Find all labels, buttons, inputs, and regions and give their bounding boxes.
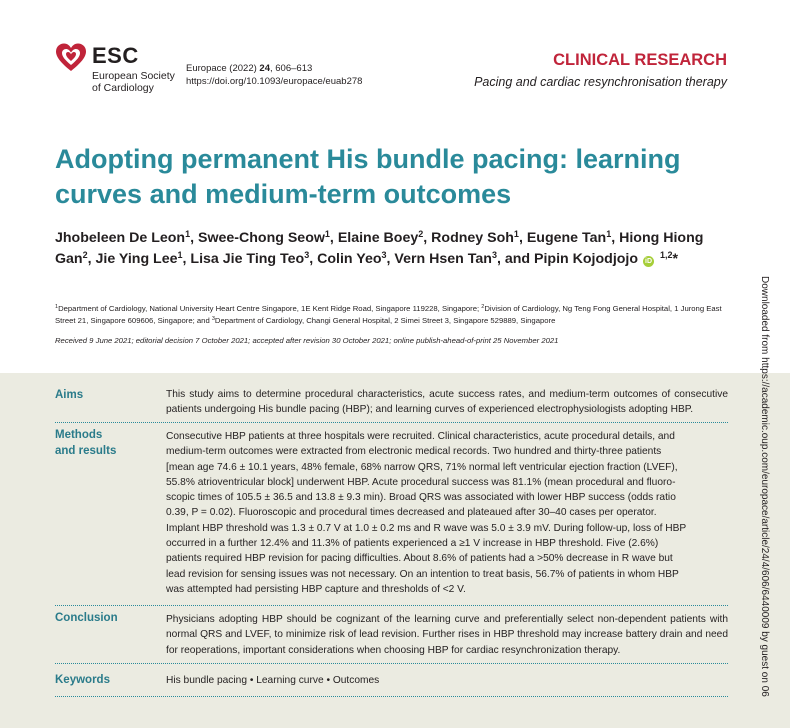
- methods-line: occurred in a further 12.4% and 11.3% of patients experienced a ≥1 V increase in HBP threshold. Five (2.6%): [166, 538, 659, 550]
- journal-citation: [186, 63, 312, 74]
- author-separator: ,: [309, 251, 318, 267]
- affiliation-number: 1: [55, 304, 59, 310]
- methods-line: lead revision for sensing issues was not necessary. On an intention to treat basis, 56.7% of patients in whom HBP: [166, 568, 679, 580]
- author-11[interactable]: [534, 251, 672, 267]
- author-affiliation: 2: [418, 229, 424, 239]
- download-text: Downloaded from https://academic.oup.com/europace/article/24/4/606/6440009 by guest on 06: [759, 276, 770, 697]
- author-name: Vern Hsen Tan: [394, 251, 492, 267]
- conclusion-text: Physicians adopting HBP should be cognizant of the learning curve and preferentially select non-dependent patients with normal QRS and LVEF, to minimize risk of lead revision. Further rises in HBP threshold may increase battery drain and need for reoperations, important considerations when choosing HBP for cardiac resynchronization therapy.: [166, 614, 728, 656]
- methods-line: medium-term outcomes were extracted from electronic medical records. Two hundred and thirty-three patients: [166, 446, 662, 458]
- author-affiliation: 1: [324, 229, 330, 239]
- author-affiliation: 1: [177, 250, 183, 260]
- methods-label-line1: Methods: [55, 429, 103, 441]
- author-separator: ,: [611, 230, 620, 246]
- affiliation-number: 3: [211, 316, 215, 322]
- author-affiliation: 3: [381, 250, 387, 260]
- methods-line: Implant HBP threshold was 1.3 ± 0.7 V at 1.0 ± 0.2 ms and R wave was 5.0 ± 3.9 mV. During follow-up, loss of HBP: [166, 522, 687, 534]
- methods-label-line2: and results: [55, 445, 117, 457]
- esc-heart-logo-icon: [55, 42, 87, 74]
- author-list: [55, 228, 735, 270]
- article-title: Adopting permanent His bundle pacing: learning curves and medium-term outcomes: [55, 144, 681, 209]
- author-9[interactable]: [317, 251, 386, 267]
- journal-header: [0, 0, 790, 110]
- author-separator: ,: [423, 230, 432, 246]
- author-separator: ,: [182, 251, 191, 267]
- keywords-label: Keywords: [55, 674, 110, 686]
- author-affiliation: 1,2: [659, 250, 673, 260]
- affiliation-text: Division of Cardiology, Ng Teng Fong General Hospital, 1 Jurong East Street 21, Singapore 609606, Singapore; and: [55, 304, 722, 325]
- author-1[interactable]: [55, 230, 190, 246]
- corresponding-author-mark: *: [672, 251, 678, 267]
- author-affiliation: 1: [185, 229, 191, 239]
- journal-name: Europace (2022): [186, 63, 260, 74]
- society-name-line1: European Society: [92, 70, 175, 82]
- section-tag: CLINICAL RESEARCH: [553, 51, 727, 69]
- article-dates: Received 9 June 2021; editorial decision 7 October 2021; accepted after revision 30 October 2021; online publish-ahead-of-print 25 November 2021: [55, 336, 559, 345]
- author-name: Jie Ying Lee: [95, 251, 178, 267]
- journal-volume: 24: [259, 63, 270, 74]
- affiliation-number: 2: [481, 304, 485, 310]
- author-separator: ,: [87, 251, 96, 267]
- journal-doi-link[interactable]: https://doi.org/10.1093/europace/euab278: [186, 76, 363, 87]
- author-name: Colin Yeo: [317, 251, 382, 267]
- journal-pages: , 606–613: [270, 63, 313, 74]
- methods-line: patients required HBP revision for pacing difficulties. About 8.6% of patients had a >50% decrease in R wave but: [166, 553, 673, 565]
- author-5[interactable]: [527, 230, 611, 246]
- author-affiliation: 2: [82, 250, 88, 260]
- society-name-line2: of Cardiology: [92, 82, 154, 94]
- affiliation-text: Department of Cardiology, National University Heart Centre Singapore, 1E Kent Ridge Road, Singapore 119228, Singapore;: [58, 304, 482, 313]
- author-separator: ,: [190, 230, 198, 246]
- methods-line: Consecutive HBP patients at three hospitals were recruited. Clinical characteristics, acute procedural details, and: [166, 431, 675, 442]
- author-10[interactable]: [394, 251, 497, 267]
- author-name: Rodney Soh: [431, 230, 514, 246]
- methods-line: was attempted had persisting HBP capture and thresholds of <2 V.: [166, 583, 466, 595]
- methods-line: 55.8% atrioventricular block] underwent HBP. Acute procedural success was 81.1% (mean procedural and fluoro-: [166, 476, 676, 488]
- keywords-text: His bundle pacing • Learning curve • Outcomes: [166, 675, 380, 686]
- author-separator: ,: [518, 230, 527, 246]
- structured-abstract: [0, 373, 790, 728]
- author-separator: ,: [386, 251, 395, 267]
- author-name: Swee-Chong Seow: [197, 230, 325, 246]
- author-2[interactable]: [198, 230, 330, 246]
- section-subtitle: Pacing and cardiac resynchronisation therapy: [474, 75, 727, 89]
- author-affiliation: 1: [513, 229, 519, 239]
- aims-label: Aims: [55, 389, 84, 401]
- author-4[interactable]: [431, 230, 519, 246]
- author-7[interactable]: [96, 251, 183, 267]
- methods-line: scopic times of 105.5 ± 36.5 and 13.8 ± 9.3 min). Broad QRS was associated with lower HBP success (odds ratio: [166, 492, 676, 504]
- author-affiliation: 3: [304, 250, 310, 260]
- author-3[interactable]: [338, 230, 423, 246]
- author-name: Eugene Tan: [526, 230, 607, 246]
- section-divider: [55, 663, 728, 664]
- section-divider: [55, 422, 728, 423]
- author-name: Elaine Boey: [337, 230, 419, 246]
- author-affiliation: 1: [606, 229, 612, 239]
- author-separator: ,: [329, 230, 338, 246]
- methods-line: [mean age 74.6 ± 10.1 years, 48% female, 68% narrow QRS, 71% normal left ventricular ejection fraction (LVEF),: [166, 461, 678, 473]
- methods-label: [55, 427, 116, 459]
- download-watermark: [757, 276, 771, 728]
- author-separator: , and: [496, 251, 535, 267]
- author-name: Pipin Kojodjojo: [534, 251, 639, 267]
- methods-results-text: [166, 429, 728, 597]
- aims-text: This study aims to determine procedural characteristics, acute success rates, and medium-term outcomes of consecutive patients undergoing His bundle pacing (HBP); and learning curves of experienced electrophysiologists adopting HBP.: [166, 389, 728, 416]
- conclusion-label: Conclusion: [55, 612, 118, 624]
- affiliations: [55, 303, 725, 327]
- author-name: Lisa Jie Ting Teo: [190, 251, 305, 267]
- author-name: Jhobeleen De Leon: [55, 230, 186, 246]
- author-affiliation: 3: [491, 250, 497, 260]
- affiliation-text: Department of Cardiology, Changi General Hospital, 2 Simei Street 3, Singapore 529889, Singapore: [214, 316, 556, 325]
- section-divider: [55, 696, 728, 697]
- methods-line: 0.39, P = 0.02). Fluoroscopic and procedural times decreased and plateaued after 30–40 cases per operator.: [166, 507, 657, 519]
- esc-logo-text: ESC: [92, 43, 139, 68]
- section-divider: [55, 605, 728, 606]
- author-8[interactable]: [190, 251, 309, 267]
- orcid-icon[interactable]: iD: [645, 258, 652, 265]
- author-name: Hiong Hiong Gan: [55, 230, 704, 267]
